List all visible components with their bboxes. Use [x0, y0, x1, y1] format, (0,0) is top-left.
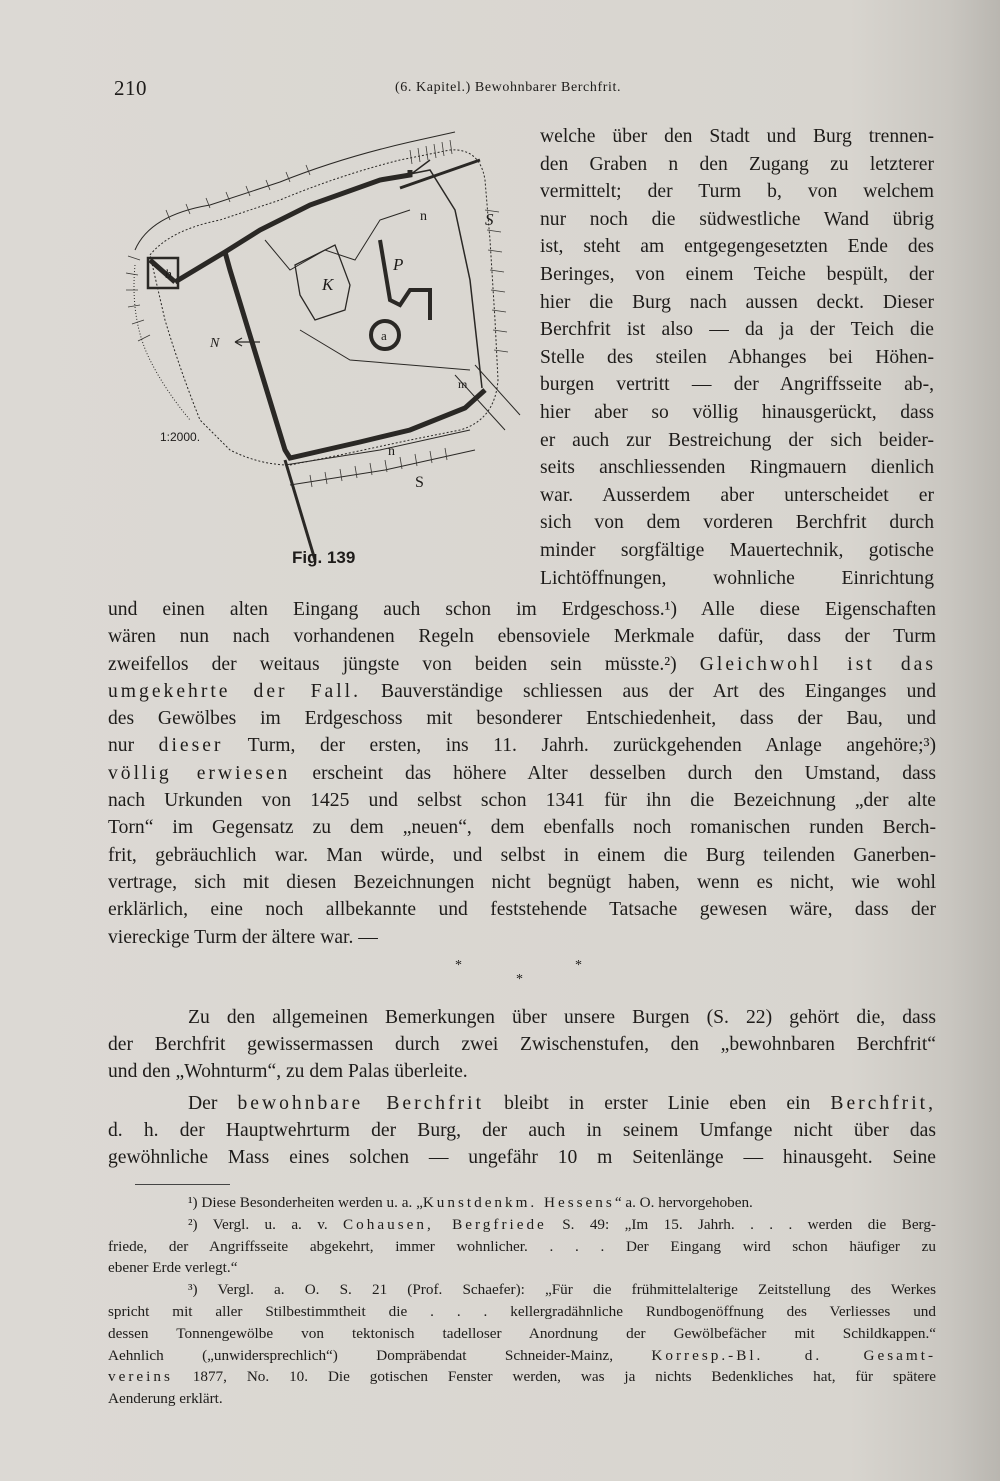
text-segment: nur — [108, 735, 159, 757]
text-segment: Aehnlich („unwidersprechlich“) Dompräbendat Schneider-Mainz, — [108, 1346, 652, 1364]
separator-star: * — [575, 958, 582, 973]
text-line: viereckige Turm der ältere war. — — [108, 926, 378, 948]
text-line — [108, 732, 936, 759]
label-m: m — [458, 377, 468, 391]
text-segment: S. 49: „Im 15. Jahrh. . . . werden die Berg- — [546, 1215, 936, 1233]
text-line: minder sorgfältige Mauertechnik, gotische — [540, 539, 934, 561]
footnote-line — [108, 1345, 936, 1367]
text-line: vertrage, sich mit diesen Bezeichnungen nicht begnügt haben, wenn es nicht, wie wohl — [108, 871, 936, 893]
paragraph-2 — [108, 1004, 936, 1086]
emphasis-text: Cohausen, Bergfriede — [343, 1215, 547, 1233]
text-segment: Bauverständige schliessen aus der Art des Einganges und — [360, 680, 936, 702]
footnote-2 — [108, 1214, 936, 1236]
footnote-line: friede, der Angriffsseite abgekehrt, immer wohnlicher. . . . Der Eingang wird schon häufiger zu — [108, 1237, 936, 1255]
text-line: hier die Burg nach aussen deckt. Dieser — [540, 291, 934, 313]
text-segment: Turm, der ersten, ins 11. Jahrh. zurückgehenden Anlage angehöre;³) — [223, 735, 936, 757]
text-line — [108, 651, 936, 678]
label-n-bottom: n — [388, 444, 395, 459]
text-line — [108, 760, 936, 787]
separator-star: * — [516, 972, 523, 987]
paragraph-3 — [108, 1090, 936, 1172]
text-line: Berchfrit ist also — da ja der Teich die — [540, 319, 934, 341]
text-line: erklärlich, eine noch allbekannte und feststehende Tatsache gewesen wäre, dass der — [108, 899, 936, 921]
text-line: hier aber so völlig hinausgerückt, dass — [540, 401, 934, 423]
text-line: vermittelt; der Turm b, von welchem — [540, 181, 934, 203]
text-line: gewöhnliche Mass eines solchen — ungefähr 10 m Seitenlänge — hinausgeht. Seine — [108, 1147, 936, 1169]
text-segment: zweifellos der weitaus jüngste von beiden sein müsste.²) — [108, 653, 700, 675]
running-head: (6. Kapitel.) Bewohnbarer Berchfrit. — [395, 80, 622, 95]
label-s-right: S — [485, 210, 494, 229]
separator-star: * — [455, 958, 462, 973]
text-line: und den „Wohnturm“, zu dem Palas überleite. — [108, 1061, 468, 1083]
text-line — [108, 1090, 936, 1117]
text-segment: ¹) Diese Besonderheiten werden u. a. „ — [188, 1194, 423, 1211]
text-line: burgen vertritt — der Angriffsseite ab-, — [540, 374, 934, 396]
section-separator — [450, 958, 590, 988]
label-s-bottom: S — [415, 474, 424, 491]
footnote-line — [108, 1366, 936, 1388]
text-line: den Graben n den Zugang zu letzterer — [540, 153, 934, 175]
text-line: Stelle des steilen Abhanges bei Höhen- — [540, 346, 934, 368]
footnote-line: ebener Erde verlegt.“ — [108, 1259, 238, 1277]
footnotes — [108, 1192, 936, 1410]
label-n-top: n — [420, 209, 427, 224]
text-line: Lichtöffnungen, wohnliche Einrichtung — [540, 567, 934, 589]
curtain-wall — [175, 170, 410, 282]
text-line — [108, 678, 936, 705]
emphasis-text: völlig erwiesen — [108, 762, 291, 784]
text-line: welche über den Stadt und Burg trennen- — [540, 126, 934, 147]
castle-plan-figure — [110, 120, 540, 580]
building-p — [380, 240, 430, 320]
emphasis-text: bewohnbare Berchfrit — [237, 1093, 485, 1114]
footnote-3: ³) Vergl. a. O. S. 21 (Prof. Schaefer): „Für die frühmittelalterige Zeitstellung des Werkes — [188, 1281, 936, 1299]
text-line: wären nun nach vorhandenen Regeln ebensoviele Merkmale dafür, dass der Turm — [108, 626, 936, 648]
label-n-arrow: N — [210, 336, 220, 351]
text-line: nur noch die südwestliche Wand übrig — [540, 208, 934, 230]
text-line: er auch zur Bestreichung der sich beider- — [540, 429, 934, 451]
text-segment: “ a. O. hervorgehoben. — [614, 1194, 753, 1211]
footnote-line: Aenderung erklärt. — [108, 1390, 223, 1408]
emphasis-text: Kunstdenkm. Hessens — [422, 1194, 615, 1211]
label-a: a — [381, 328, 387, 343]
text-segment: 1877, No. 10. Die gotischen Fenster werden, was ja nichts Bedenkliches hat, für spätere — [172, 1368, 936, 1386]
footnote-line: spricht mit aller Stilbestimmtheit die . . . kellergradähnliche Rundbogenöffnung des Verliesses und — [108, 1302, 936, 1320]
text-line: war. Ausserdem aber unterscheidet er — [540, 484, 934, 506]
figure-caption: Fig. 139 — [292, 548, 356, 567]
text-line: nach Urkunden von 1425 und selbst schon 1341 für ihn die Bezeichnung „der alte — [108, 790, 936, 812]
text-segment: bleibt in erster Linie eben ein — [484, 1093, 831, 1114]
emphasis-text: Berchfrit, — [830, 1093, 936, 1114]
label-p: P — [393, 255, 404, 274]
text-line: Zu den allgemeinen Bemerkungen über unsere Burgen (S. 22) gehört die, dass — [188, 1007, 936, 1028]
emphasis-text: Gleichwohl ist das — [699, 653, 936, 675]
footnote-line: dessen Tonnengewölbe von tektonisch tadelloser Anordnung der Gewölbefächer mit Schildkappen.“ — [108, 1324, 936, 1342]
text-line: frit, gebräuchlich war. Man würde, und selbst in einem die Burg teilenden Ganerben- — [108, 844, 936, 866]
label-b: b — [165, 266, 172, 281]
emphasis-text: dieser — [158, 735, 224, 757]
text-line: und einen alten Eingang auch schon im Erdgeschoss.¹) Alle diese Eigenschaften — [108, 599, 936, 620]
right-column-text — [540, 123, 934, 592]
text-line: ist, steht am entgegengesetzten Ende des — [540, 236, 934, 258]
text-line: d. h. der Hauptwehrturm der Burg, der auch in seinem Umfange nicht über das — [108, 1120, 936, 1142]
page-number: 210 — [114, 76, 147, 100]
text-line: Beringes, von einem Teiche bespült, der — [540, 263, 934, 285]
text-line: der Berchfrit gewissermassen durch zwei Zwischenstufen, den „bewohnbaren Berchfrit“ — [108, 1034, 936, 1056]
text-line: Torn“ im Gegensatz zu dem „neuen“, dem ebenfalls noch romanischen runden Berch- — [108, 817, 936, 839]
figure-scale: 1:2000. — [160, 430, 201, 444]
text-segment: erscheint das höhere Alter desselben durch den Umstand, dass — [290, 762, 936, 784]
text-line: sich von dem vorderen Berchfrit durch — [540, 512, 934, 534]
footnote-rule — [135, 1184, 230, 1185]
emphasis-text: vereins — [108, 1368, 173, 1386]
footnote-1 — [108, 1192, 936, 1214]
text-line: des Gewölbes im Erdgeschoss mit besonderer Entschiedenheit, dass der Bau, und — [108, 708, 936, 730]
label-k: K — [322, 275, 334, 294]
text-line: seits anschliessenden Ringmauern dienlich — [540, 457, 934, 479]
paragraph-1 — [108, 596, 936, 951]
emphasis-text: umgekehrte der Fall. — [108, 680, 361, 702]
emphasis-text: Korresp.-Bl. d. Gesamt- — [651, 1346, 937, 1364]
text-segment: Der — [188, 1093, 238, 1114]
text-segment: ²) Vergl. u. a. v. — [188, 1215, 344, 1233]
